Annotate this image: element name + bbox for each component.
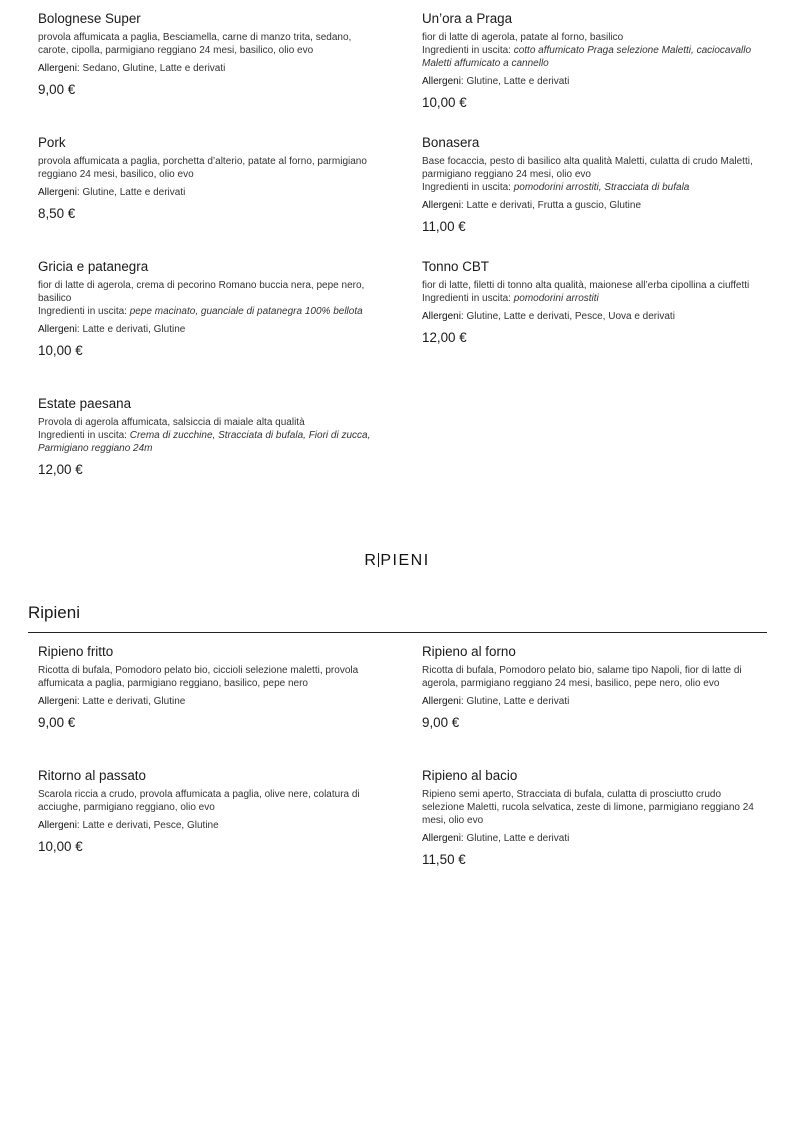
item-price: 10,00 € [38, 343, 83, 358]
allergens-label: Allergeni [422, 311, 461, 322]
item-description: Ricotta di bufala, Pomodoro pelato bio, ciccioli selezione maletti, provola affumicata a paglia, parmigiano reggiano, basilico, pepe nero [38, 665, 359, 689]
item-allergens [38, 695, 378, 708]
item-price: 10,00 € [38, 839, 83, 854]
item-extra-ingredients [422, 181, 762, 194]
item-price: 9,00 € [38, 715, 76, 730]
allergens-label: Allergeni [422, 696, 461, 707]
item-name: Tonno CBT [422, 259, 489, 274]
allergens-list: : Glutine, Latte e derivati, Pesce, Uova e derivati [460, 311, 675, 322]
item-price: 8,50 € [38, 206, 76, 221]
item-description: Base focaccia, pesto di basilico alta qualità Maletti, culatta di crudo Maletti, parmigiano reggiano 24 mesi, olio evo [422, 156, 753, 180]
item-description: provola affumicata a paglia, Besciamella, carne di manzo trita, sedano, carote, cipolla, parmigiano reggiano 24 mesi, basilico, olio evo [38, 32, 352, 56]
item-description: fior di latte di agerola, crema di pecorino Romano buccia nera, pepe nero, basilico [38, 280, 365, 304]
allergens-list: : Glutine, Latte e derivati [460, 76, 570, 87]
extra-list: pomodorini arrostiti, Stracciata di bufala [513, 182, 690, 193]
item-allergens [422, 310, 762, 323]
extra-label: Ingredienti in uscita: [38, 430, 130, 441]
extra-label: Ingredienti in uscita: [422, 45, 514, 56]
item-price: 12,00 € [38, 462, 83, 477]
menu-item [38, 259, 378, 359]
logo-right: PIENI [380, 552, 430, 569]
item-description: Scarola riccia a crudo, provola affumicata a paglia, olive nere, colatura di acciughe, parmigiano reggiano, olio evo [38, 789, 360, 813]
item-name: Ripieno al forno [422, 644, 516, 659]
allergens-list: : Glutine, Latte e derivati [460, 833, 570, 844]
allergens-list: : Sedano, Glutine, Latte e derivati [76, 63, 226, 74]
item-name: Pork [38, 135, 66, 150]
menu-item [38, 135, 378, 222]
allergens-label: Allergeni [38, 820, 77, 831]
item-price: 9,00 € [422, 715, 460, 730]
extra-list: pepe macinato, guanciale di patanegra 100% bellota [129, 306, 363, 317]
logo-left: R [364, 552, 378, 569]
menu-item [38, 644, 378, 731]
section-divider [28, 632, 767, 633]
item-allergens [38, 186, 378, 199]
item-description: Ricotta di bufala, Pomodoro pelato bio, salame tipo Napoli, fior di latte di agerola, parmigiano reggiano 24 mesi, basilico, pepe nero, olio evo [422, 665, 742, 689]
menu-item [38, 768, 378, 855]
item-allergens [422, 75, 762, 88]
item-name: Estate paesana [38, 396, 132, 411]
allergens-label: Allergeni [38, 696, 77, 707]
item-price: 12,00 € [422, 330, 467, 345]
allergens-label: Allergeni [38, 63, 77, 74]
allergens-list: : Latte e derivati, Glutine [76, 324, 186, 335]
section-title: Ripieni [28, 603, 80, 622]
item-description: provola affumicata a paglia, porchetta d’alterio, patate al forno, parmigiano reggiano 24 mesi, basilico, olio evo [38, 156, 367, 180]
item-description: Ripieno semi aperto, Stracciata di bufala, culatta di prosciutto crudo selezione Maletti, rucola selvatica, zeste di limone, parmigiano reggiano 24 mesi, olio evo [422, 789, 754, 826]
item-price: 10,00 € [422, 95, 467, 110]
allergens-label: Allergeni [422, 76, 461, 87]
extra-label: Ingredienti in uscita: [422, 182, 514, 193]
item-allergens [422, 832, 762, 845]
item-name: Bonasera [422, 135, 480, 150]
item-price: 9,00 € [38, 82, 76, 97]
item-name: Ritorno al passato [38, 768, 146, 783]
item-extra-ingredients [38, 429, 378, 455]
item-extra-ingredients [422, 44, 762, 70]
item-price: 11,50 € [422, 852, 466, 867]
item-extra-ingredients [422, 292, 762, 305]
allergens-label: Allergeni [422, 833, 461, 844]
item-description: fior di latte, filetti di tonno alta qualità, maionese all’erba cipollina a ciuffetti [422, 280, 750, 291]
menu-item [38, 11, 378, 98]
allergens-label: Allergeni [38, 324, 77, 335]
allergens-list: : Latte e derivati, Glutine [76, 696, 186, 707]
allergens-list: : Glutine, Latte e derivati [460, 696, 570, 707]
allergens-label: Allergeni [38, 187, 77, 198]
extra-label: Ingredienti in uscita: [422, 293, 514, 304]
item-allergens [38, 62, 378, 75]
extra-list: pomodorini arrostiti [513, 293, 599, 304]
menu-item [422, 11, 762, 111]
extra-list: Crema di zucchine, Stracciata di bufala, Fiori di zucca, Parmigiano reggiano 24m [38, 430, 371, 454]
item-price: 11,00 € [422, 219, 466, 234]
item-allergens [422, 199, 762, 212]
item-name: Ripieno al bacio [422, 768, 518, 783]
allergens-list: : Glutine, Latte e derivati [76, 187, 186, 198]
allergens-label: Allergeni [422, 200, 461, 211]
menu-item [422, 644, 762, 731]
item-name: Bolognese Super [38, 11, 141, 26]
menu-item [422, 135, 762, 235]
extra-list: cotto affumicato Praga selezione Maletti, caciocavallo Maletti affumicato a cannello [422, 45, 752, 69]
item-allergens [38, 323, 378, 336]
item-name: Un’ora a Praga [422, 11, 513, 26]
item-allergens [38, 819, 378, 832]
item-allergens [422, 695, 762, 708]
item-name: Gricia e patanegra [38, 259, 149, 274]
menu-item [38, 396, 378, 478]
allergens-list: : Latte e derivati, Frutta a guscio, Glutine [460, 200, 642, 211]
item-description: fior di latte di agerola, patate al forno, basilico [422, 32, 624, 43]
item-description: Provola di agerola affumicata, salsiccia di maiale alta qualità [38, 417, 305, 428]
item-extra-ingredients [38, 305, 378, 318]
extra-label: Ingredienti in uscita: [38, 306, 130, 317]
allergens-list: : Latte e derivati, Pesce, Glutine [76, 820, 219, 831]
menu-item [422, 768, 762, 868]
item-name: Ripieno fritto [38, 644, 114, 659]
menu-item [422, 259, 762, 346]
section-logo [0, 552, 794, 570]
